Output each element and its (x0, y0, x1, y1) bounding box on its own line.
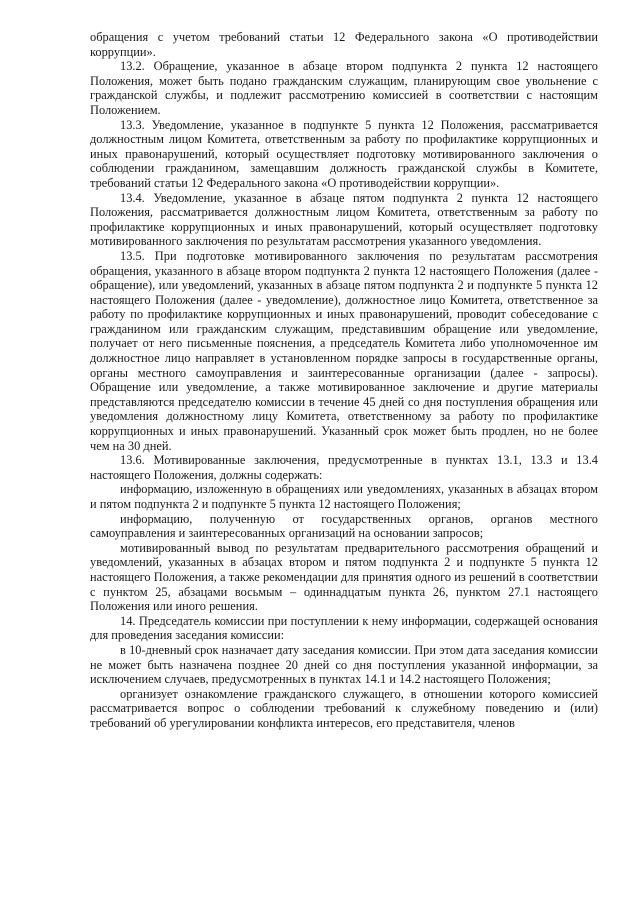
document-page (90, 30, 598, 731)
paragraph-14: 14. Председатель комиссии при поступлении к нему информации, содержащей основания для проведения заседания комиссии: (90, 613, 598, 643)
paragraph-13-4: 13.4. Уведомление, указанное в абзаце пятом подпункта 2 пункта 12 настоящего Положения, рассматривается должностным лицом Комитета, ответственным за работу по профилактике коррупционных и иных правонарушений, который осуществляет подготовку мотивированного заключения по результатам рассмотрения указанного уведомления. (90, 190, 598, 249)
paragraph-continuation: обращения с учетом требований статьи 12 Федерального закона «О противодействии коррупции». (90, 30, 598, 59)
paragraph-13-3: 13.3. Уведомление, указанное в подпункте 5 пункта 12 Положения, рассматривается должностным лицом Комитета, ответственным за работу по профилактике коррупционных и иных правонарушений, который осуществляет подготовку мотивированного заключения о соблюдении гражданином, замещавшим должность гражданской службы в Комитете, требований статьи 12 Федерального закона «О противодействии коррупции». (90, 117, 598, 190)
paragraph-14-item-1: в 10-дневный срок назначает дату заседания комиссии. При этом дата заседания комиссии не может быть назначена позднее 20 дней со дня поступления указанной информации, за исключением случаев, предусмотренных в пунктах 14.1 и 14.2 настоящего Положения; (90, 642, 598, 687)
paragraph-13-5: 13.5. При подготовке мотивированного заключения по результатам рассмотрения обращения, указанного в абзаце втором подпункта 2 пункта 12 настоящего Положения (далее - обращение), или уведомлений, указанных в абзаце пятом подпункта 2 и подпункте 5 пункта 12 настоящего Положения (далее - уведомление), должностное лицо Комитета, ответственное за работу по профилактике коррупционных и иных правонарушений, проводит собеседование с гражданином или гражданским служащим, представившим обращение или уведомление, получает от него письменные пояснения, а председатель Комитета либо уполномоченное им должностное лицо направляет в установленном порядке запросы в государственные органы, органы местного самоуправления и заинтересованные организации (далее - запросы). Обращение или уведомление, а также мотивированное заключение и другие материалы представляются председателю комиссии в течение 45 дней со дня поступления обращения или уведомления должностному лицу Комитета, ответственному за работу по профилактике коррупционных и иных правонарушений. Указанный срок может быть продлен, но не более чем на 30 дней. (90, 248, 598, 453)
paragraph-13-6: 13.6. Мотивированные заключения, предусмотренные в пунктах 13.1, 13.3 и 13.4 настоящего Положения, должны содержать: (90, 453, 598, 482)
paragraph-14-item-2: организует ознакомление гражданского служащего, в отношении которого комиссией рассматривается вопрос о соблюдении требований к служебному поведению и (или) требований об урегулировании конфликта интересов, его представителя, членов (90, 686, 598, 730)
paragraph-13-6-item-2: информацию, полученную от государственных органов, органов местного самоуправления и заинтересованных организаций на основании запросов; (90, 511, 598, 541)
paragraph-13-6-item-1: информацию, изложенную в обращениях или уведомлениях, указанных в абзацах втором и пятом подпункта 2 и подпункте 5 пункта 12 настоящего Положения; (90, 482, 598, 511)
paragraph-13-6-item-3: мотивированный вывод по результатам предварительного рассмотрения обращений и уведомлений, указанных в абзацах втором и пятом подпункта 2 и подпункте 5 пункта 12 настоящего Положения, а также рекомендации для принятия одного из решений в соответствии с пунктом 25, абзацами восьмым – одиннадцатым пункта 26, пунктом 27.1 настоящего Положения или иного решения. (90, 540, 598, 614)
paragraph-13-2: 13.2. Обращение, указанное в абзаце втором подпункта 2 пункта 12 настоящего Положения, может быть подано гражданским служащим, планирующим свое увольнение с гражданской службы, и подлежит рассмотрению комиссией в соответствии с настоящим Положением. (90, 59, 598, 117)
